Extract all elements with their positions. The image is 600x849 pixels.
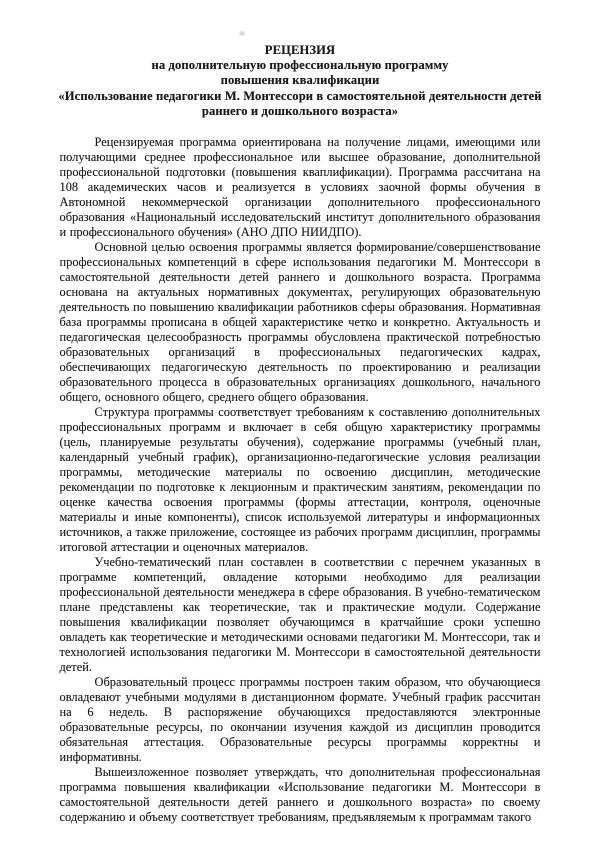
document-title-block	[54, 43, 546, 119]
paragraph-conclusion: Вышеизложенное позволяет утверждать, что дополнительная профессиональная программа повышения квалификации «Использование педагогики М. Монтессори в самостоятельной деятельности детей раннего и дошкольного возраста» по своему содержанию и объему соответствует требованиям, предъявляемым к программам такого	[59, 765, 541, 825]
document-title-heading: РЕЦЕНЗИЯ	[264, 43, 336, 57]
scan-artifact	[238, 30, 246, 37]
paragraph-education-process: Образовательный процесс программы построен таким образом, что обучающиеся овладевают учебными модулями в дистанционном формате. Учебный график рассчитан на 6 недель. В распоряжение обучающихся предоставляются электронные образовательные ресурсы, по окончании изучения каждой из дисциплин проводится обязательная аттестация. Образовательные ресурсы программы корректны и информативны.	[59, 675, 541, 765]
document-body	[60, 135, 541, 825]
paragraph-goal: Основной целью освоения программы является формирование/совершенствование профессиональных компетенций в сфере использования педагогики М. Монтессори в самостоятельной деятельности детей раннего и дошкольного возраста. Программа основана на актуальных нормативных документах, регулирующих образовательную деятельность по повышению квалификации работников сферы образования. Нормативная база программы прописана в общей характеристике четко и конкретно. Актуальность и педагогическая целесообразность программы обусловлена практической потребностью образовательных организаций в профессиональных педагогических кадрах, обеспечивающих педагогическую деятельность по проектированию и реализации образовательного процесса в образовательных организациях дошкольного, начального общего, основного общего, среднего общего образования.	[59, 240, 541, 405]
document-program-name: «Использование педагогики М. Монтессори в самостоятельной деятельности детей раннего и дошкольного возраста»	[58, 88, 542, 118]
paragraph-structure: Структура программы соответствует требованиям к составлению дополнительных профессиональных программ и включает в себя общую характеристику программы (цель, планируемые результаты обучения), содержание программы (учебный план, календарный учебный график), организационно-педагогические условия реализации программы, методические материалы по освоению дисциплин, методические рекомендации по подготовке к лекционным и практическим занятиям, рекомендации по оценке качества освоения программы (формы аттестации, контроля, оценочные материалы и иные компоненты), список используемой литературы и информационных источников, а также приложение, состоящее из рабочих программ дисциплин, программы итоговой аттестации и оценочных материалов.	[59, 405, 541, 555]
document-subtitle-line-2: повышения квалификации	[220, 73, 380, 88]
paragraph-intro: Рецензируемая программа ориентирована на получение лицами, имеющими или получающими среднее профессиональное или высшее образование, дополнительной профессиональной подготовки (повышения кваплификации). Программа рассчитана на 108 академических часов и реализуется в условиях заочной формы обучения в Автономной некоммерческой организации дополнительного профессионального образования «Национальный исследовательский институт дополнительного образования и профессионального обучения» (АНО ДПО НИИДПО).	[59, 135, 541, 240]
paragraph-curriculum-plan: Учебно-тематический план составлен в соответствии с перечнем указанных в программе компетенций, овладение которыми необходимо для реализации профессиональной деятельности менеджера в сфере образования. В учебно-тематическом плане представлены как теоретические, так и практические модули. Содержание повышения квалификации позволяет обучающимся в кратчайшие сроки успешно овладеть как теоретические и методическими основами педагогики М. Монтессори, так и технологией использования педагогики М. Монтессори в самостоятельной деятельности детей.	[59, 555, 541, 675]
document-subtitle-line-1: на дополнительную профессиональную программу	[151, 58, 449, 73]
